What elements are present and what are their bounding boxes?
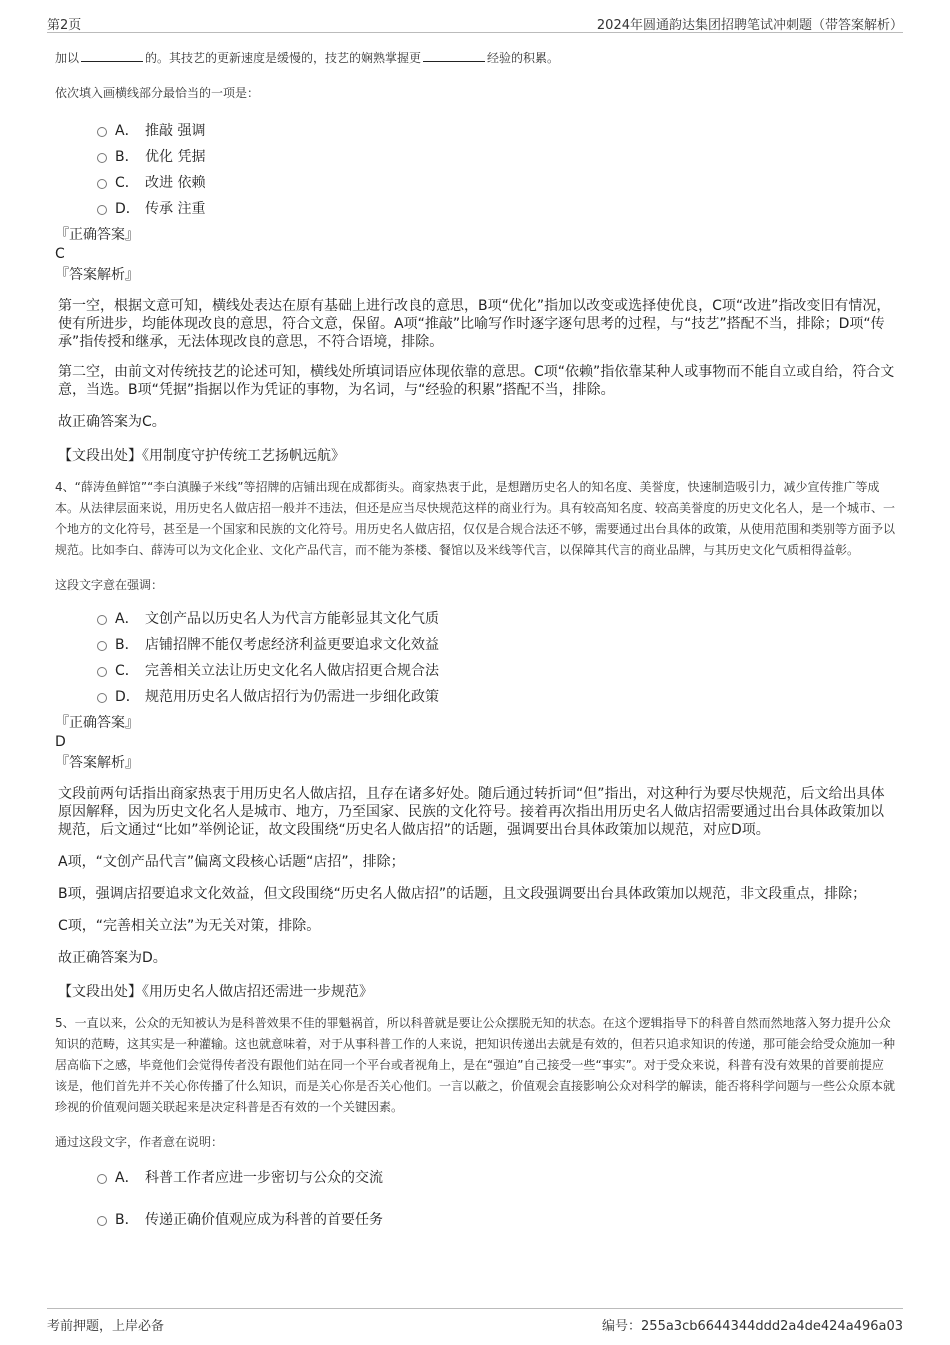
q4-option-d[interactable]: [95, 684, 895, 710]
q4-option-b[interactable]: [95, 632, 895, 658]
q3-analysis-label: 『答案解析』: [55, 267, 139, 283]
q5-option-b[interactable]: [95, 1207, 895, 1233]
radio-icon[interactable]: [97, 205, 107, 215]
q4-analysis-label: 『答案解析』: [55, 755, 139, 771]
radio-icon[interactable]: [97, 641, 107, 651]
option-letter: D．: [115, 201, 140, 217]
page-header: [47, 12, 903, 33]
q3-analysis-1: 第一空，根据文意可知，横线处表达在原有基础上进行改良的意思，B项“优化”指加以改变或选择使优良，C项“改进”指改变旧有情况，使有所进步，均能体现改良的意思，符合文意，保留。A项“推敲”比喻写作时逐字逐句思考的过程，与“技艺”搭配不当，排除；D项“传承”指传授和继承，无法体现改良的意思，不符合语境，排除。: [58, 298, 891, 350]
q4-analysis-5: 故正确答案为D。: [58, 950, 167, 966]
option-letter: D．: [115, 689, 140, 705]
radio-icon[interactable]: [97, 615, 107, 625]
document-code: 编号：255a3cb6644344ddd2a4de424a496a03: [602, 1319, 903, 1334]
q3-answer-label: 『正确答案』: [55, 227, 139, 243]
option-text: 规范用历史名人做店招行为仍需进一步细化政策: [145, 689, 439, 705]
q4-prompt: 这段文字意在强调：: [55, 578, 164, 592]
q3-prompt: 依次填入画横线部分最恰当的一项是：: [55, 86, 260, 100]
option-letter: B．: [115, 1212, 139, 1228]
q5-options: [55, 1165, 895, 1233]
option-letter: A．: [115, 1170, 139, 1186]
option-text: 完善相关立法让历史文化名人做店招更合规合法: [145, 663, 439, 679]
option-text: 科普工作者应进一步密切与公众的交流: [145, 1170, 383, 1186]
page-number: 第2页: [47, 18, 82, 33]
q4-analysis-4: C项，“完善相关立法”为无关对策，排除。: [58, 918, 321, 934]
q3-analysis-3: 故正确答案为C。: [58, 414, 166, 430]
radio-icon[interactable]: [97, 667, 107, 677]
q3-stem-part-c: 经验的积累。: [487, 51, 560, 65]
option-letter: B．: [115, 637, 139, 653]
q5-stem: 5、一直以来，公众的无知被认为是科普效果不佳的罪魁祸首，所以科普就是要让公众摆脱无知的状态。在这个逻辑指导下的科普自然而然地落入努力提升公众知识的范畴，这其实是一种灌输。这也就意味着，对于从事科普工作的人来说，把知识传递出去就是有效的，但若只追求知识的传递，那可能会给受众施加一种居高临下之感，毕竟他们会觉得传者没有跟他们站在同一个平台或者视角上，是在“强迫”自己接受一些“事实”。对于受众来说，科普有没有效果的首要前提应该是，他们首先并不关心你传播了什么知识，而是关心你是否关心他们。一言以蔽之，价值观会直接影响公众对科学的解读，能否将科学问题与一些公众原本就珍视的价值观问题关联起来是决定科普是否有效的一个关键因素。: [55, 1016, 896, 1114]
q4-analysis-1: 文段前两句话指出商家热衷于用历史名人做店招，且存在诸多好处。随后通过转折词“但”指出，对这种行为要尽快规范，后文给出具体原因解释，因为历史文化名人是城市、地方，乃至国家、民族的文化符号。接着再次指出用历史名人做店招需要通过出台具体政策加以规范，后文通过“比如”举例论证，故文段围绕“历史名人做店招”的话题，强调要出台具体政策加以规范，对应D项。: [58, 786, 885, 838]
option-text: 传递正确价值观应成为科普的首要任务: [145, 1212, 383, 1228]
radio-icon[interactable]: [97, 179, 107, 189]
radio-icon[interactable]: [97, 127, 107, 137]
q4-analysis-3: B项，强调店招要追求文化效益，但文段围绕“历史名人做店招”的话题，且文段强调要出台具体政策加以规范，非文段重点，排除；: [58, 886, 867, 902]
q3-stem-part-b: 的。其技艺的更新速度是缓慢的，技艺的娴熟掌握更: [145, 51, 422, 65]
q3-answer: C: [55, 246, 65, 262]
radio-icon[interactable]: [97, 1174, 107, 1184]
q4-option-c[interactable]: [95, 658, 895, 684]
option-letter: B．: [115, 149, 139, 165]
q5-option-a[interactable]: [95, 1165, 895, 1191]
option-text: 店铺招牌不能仅考虑经济利益更要追求文化效益: [145, 637, 439, 653]
q5-prompt: 通过这段文字，作者意在说明：: [55, 1135, 224, 1149]
radio-icon[interactable]: [97, 693, 107, 703]
q3-stem-tail: [55, 48, 895, 69]
q4-answer-label: 『正确答案』: [55, 715, 139, 731]
q3-option-b[interactable]: [95, 144, 895, 170]
q3-analysis-2: 第二空，由前文对传统技艺的论述可知，横线处所填词语应体现依靠的意思。C项“依赖”指依靠某种人或事物而不能自立或自给，符合文意，当选。B项“凭据”指据以作为凭证的事物，为名词，与“经验的积累”搭配不当，排除。: [58, 364, 895, 398]
option-text: 推敲 强调: [145, 123, 206, 139]
q3-options: [55, 118, 895, 222]
q4-options: [55, 606, 895, 710]
q4-source: 【文段出处】《用历史名人做店招还需进一步规范》: [58, 984, 373, 1000]
q3-option-d[interactable]: [95, 196, 895, 222]
option-text: 文创产品以历史名人为代言方能彰显其文化气质: [145, 611, 439, 627]
blank-line-1: [81, 49, 143, 62]
q3-option-a[interactable]: [95, 118, 895, 144]
option-letter: A．: [115, 123, 139, 139]
q4-option-a[interactable]: [95, 606, 895, 632]
option-letter: C．: [115, 663, 139, 679]
q4-analysis-2: A项，“文创产品代言”偏离文段核心话题“店招”，排除；: [58, 854, 405, 870]
radio-icon[interactable]: [97, 153, 107, 163]
radio-icon[interactable]: [97, 1216, 107, 1226]
option-text: 传承 注重: [145, 201, 206, 217]
q3-stem-part-a: 加以: [55, 51, 80, 65]
document-title: 2024年圆通韵达集团招聘笔试冲刺题（带答案解析）: [596, 18, 903, 33]
footer-slogan: 考前押题，上岸必备: [47, 1319, 165, 1334]
option-text: 优化 凭据: [145, 149, 206, 165]
blank-line-2: [423, 49, 485, 62]
q3-option-c[interactable]: [95, 170, 895, 196]
q4-stem: 4、“薛涛鱼鲜馆”“李白滇臊子米线”等招牌的店铺出现在成都街头。商家热衷于此，是想蹭历史名人的知名度、美誉度，快速制造吸引力，减少宣传推广等成本。从法律层面来说，用历史名人做店招一般并不违法，但还是应当尽快规范这样的商业行为。具有较高知名度、较高美誉度的历史文化名人，是一个城市、一个地方的文化符号，甚至是一个国家和民族的文化符号。用历史名人做店招，仅仅是合规合法还不够，需要通过出台具体的政策，从使用范围和类别等方面予以规范。比如李白、薛涛可以为文化企业、文化产品代言，而不能为茶楼、餐馆以及米线等代言，以保障其代言的商业品牌，与其历史文化气质相得益彰。: [55, 480, 896, 557]
option-text: 改进 依赖: [145, 175, 206, 191]
q3-source: 【文段出处】《用制度守护传统工艺扬帆远航》: [58, 448, 345, 464]
option-letter: A．: [115, 611, 139, 627]
option-letter: C．: [115, 175, 139, 191]
q4-answer: D: [55, 734, 66, 750]
page-content: [55, 48, 895, 1233]
page-footer: [47, 1308, 903, 1337]
